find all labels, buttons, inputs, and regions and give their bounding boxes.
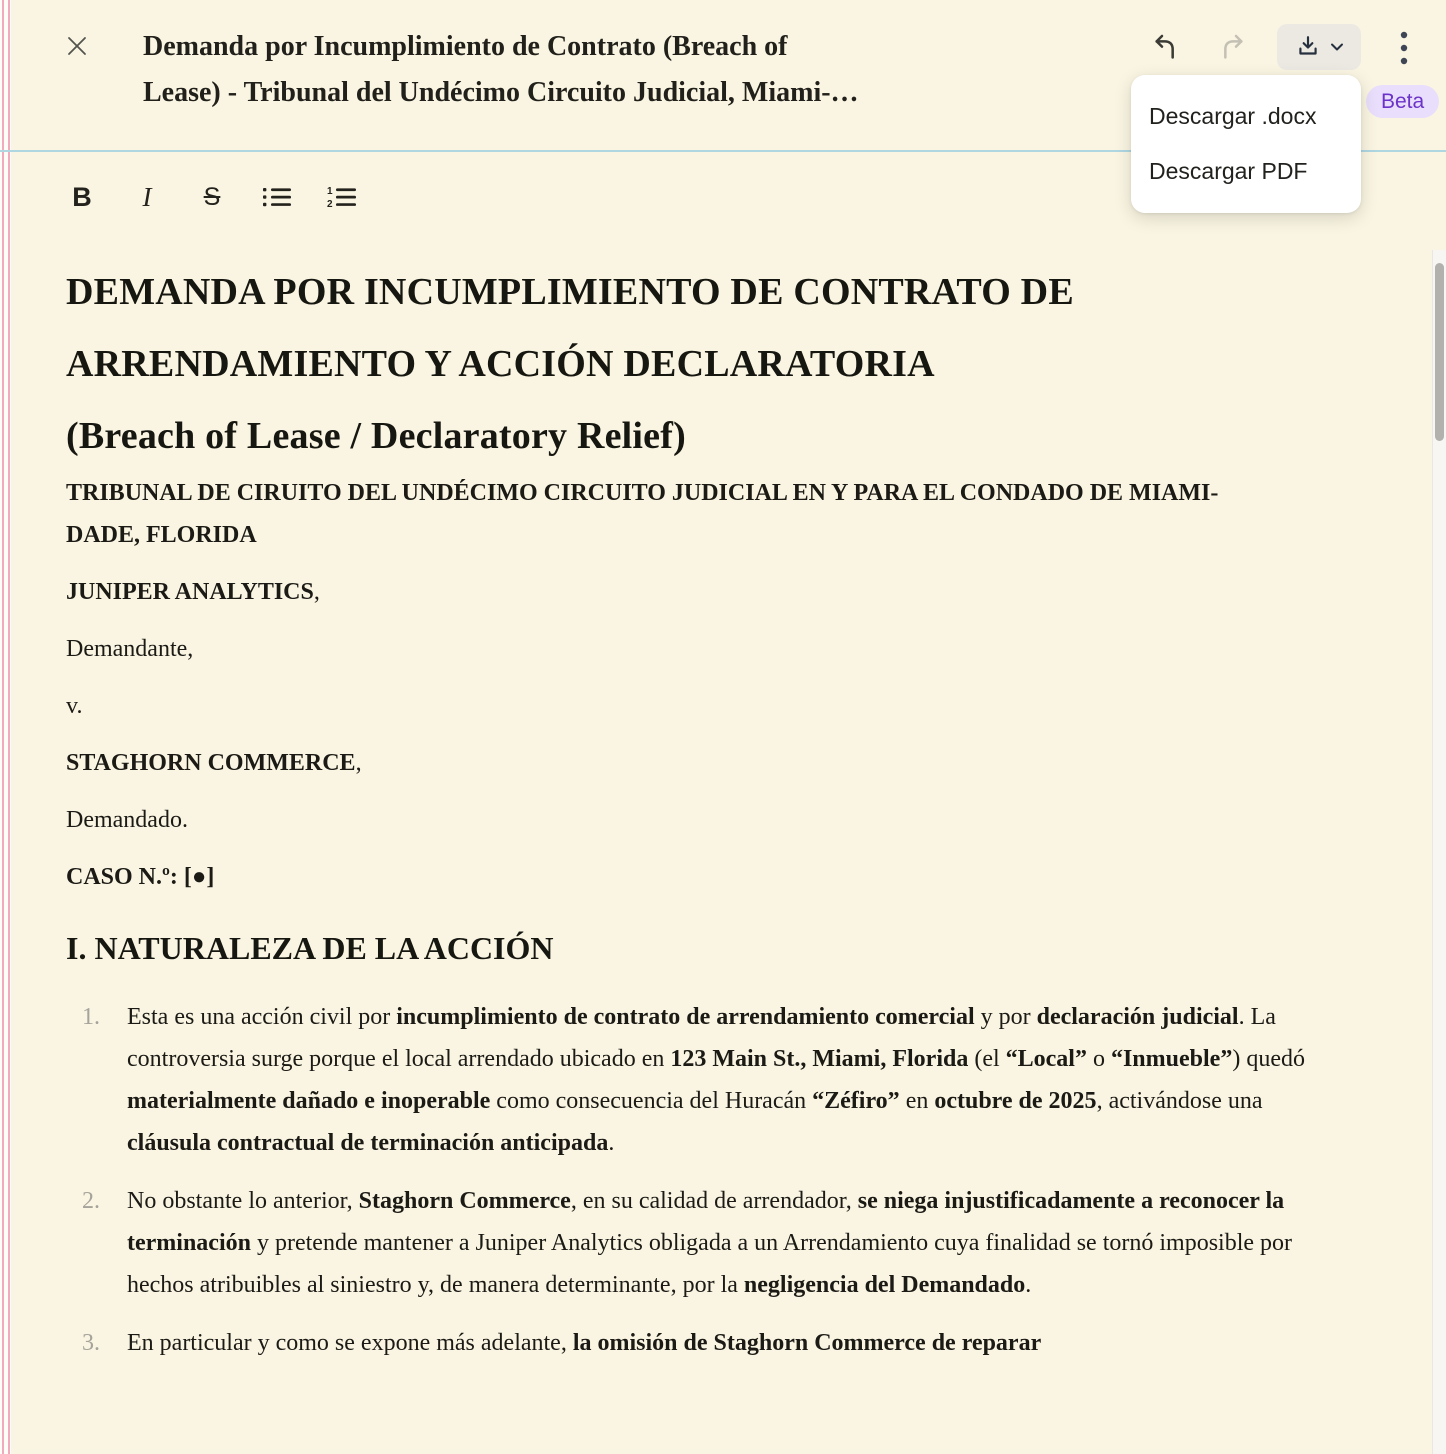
kebab-icon (1399, 28, 1409, 68)
svg-text:2: 2 (327, 199, 333, 210)
italic-button[interactable]: I (127, 176, 167, 218)
redo-button[interactable] (1214, 30, 1250, 66)
party-paragraph[interactable]: v. (66, 693, 83, 719)
download-button[interactable] (1277, 24, 1361, 70)
numbered-list-button[interactable] (322, 176, 362, 218)
formatting-toolbar (62, 176, 362, 218)
beta-badge: Beta (1366, 85, 1439, 118)
notebook-margin (0, 0, 11, 1454)
parties-block (66, 472, 1362, 898)
party-paragraph[interactable]: STAGHORN COMMERCE, (66, 750, 362, 776)
strikethrough-button[interactable]: S (192, 176, 232, 218)
margin-line-right (8, 0, 11, 1454)
bullet-list-button[interactable] (257, 176, 297, 218)
numbered-list-icon (326, 183, 358, 211)
list-item-number: 1. (82, 1004, 100, 1030)
bold-button[interactable]: B (62, 176, 102, 218)
document-editor[interactable] (11, 152, 1432, 1454)
document-heading-line: (Breach of Lease / Declaratory Relief) (66, 415, 686, 457)
document-heading[interactable] (66, 256, 1362, 472)
download-menu-item[interactable]: Descargar .docx (1149, 103, 1317, 129)
undo-icon (1150, 32, 1182, 64)
close-button[interactable] (61, 30, 93, 62)
bullet-list-icon (261, 183, 293, 211)
list-item-number: 3. (82, 1330, 100, 1356)
party-paragraph[interactable]: Demandante, (66, 636, 194, 662)
download-menu-item[interactable]: Descargar PDF (1149, 158, 1308, 184)
close-icon (63, 32, 91, 60)
list-item[interactable] (66, 1322, 1362, 1364)
download-icon (1295, 34, 1321, 60)
list-item-text: No obstante lo anterior, Staghorn Commerce, en su calidad de arrendador, se niega injustificadamente a reconocer la terminación y pretende mantener a Juniper Analytics obligada a un Arrendamiento cuya finalidad se tornó imposible por hechos atribuibles al siniestro y, de manera determinante, por la negligencia del Demandado. (127, 1188, 1293, 1298)
more-options-button[interactable] (1390, 26, 1418, 70)
download-dropdown-menu (1131, 75, 1361, 213)
document-title-line: Demanda por Incumplimiento de Contrato (Breach of (143, 31, 788, 62)
party-paragraph[interactable]: Demandado. (66, 807, 188, 833)
list-item-text: Esta es una acción civil por incumplimiento de contrato de arrendamiento comercial y por declaración judicial. La controversia surge porque el local arrendado ubicado en 123 Main St., Miami, Florida (el “Local” o “Inmueble”) quedó materialmente dañado e inoperable como consecuencia del Huracán “Zéfiro” en octubre de 2025, activándose una cláusula contractual de terminación anticipada. (127, 1004, 1305, 1156)
svg-text:1: 1 (327, 186, 333, 197)
undo-button[interactable] (1148, 30, 1184, 66)
list-item[interactable] (66, 1180, 1362, 1306)
list-item-text: En particular y como se expone más adelante, la omisión de Staghorn Commerce de reparar (127, 1330, 1042, 1356)
document-title-line: Lease) - Tribunal del Undécimo Circuito Judicial, Miami-… (143, 77, 859, 108)
document-heading-line: ARRENDAMIENTO Y ACCIÓN DECLARATORIA (66, 343, 935, 385)
scrollbar-track[interactable] (1432, 250, 1446, 1454)
chevron-down-icon (1330, 42, 1344, 52)
document-heading-line: DEMANDA POR INCUMPLIMIENTO DE CONTRATO DE (66, 271, 1074, 313)
document-title (143, 24, 1103, 116)
redo-icon (1216, 32, 1248, 64)
party-paragraph[interactable]: TRIBUNAL DE CIRUITO DEL UNDÉCIMO CIRCUITO JUDICIAL EN Y PARA EL CONDADO DE MIAMI- DADE, FLORIDA (66, 480, 1219, 548)
scrollbar-thumb[interactable] (1435, 263, 1444, 441)
numbered-list (66, 996, 1362, 1364)
section-heading[interactable]: I. NATURALEZA DE LA ACCIÓN (66, 930, 554, 966)
party-paragraph[interactable]: CASO N.º: [●] (66, 864, 215, 890)
list-item-number: 2. (82, 1188, 100, 1214)
margin-line-left (2, 0, 5, 1454)
list-item[interactable] (66, 996, 1362, 1164)
party-paragraph[interactable]: JUNIPER ANALYTICS, (66, 579, 320, 605)
